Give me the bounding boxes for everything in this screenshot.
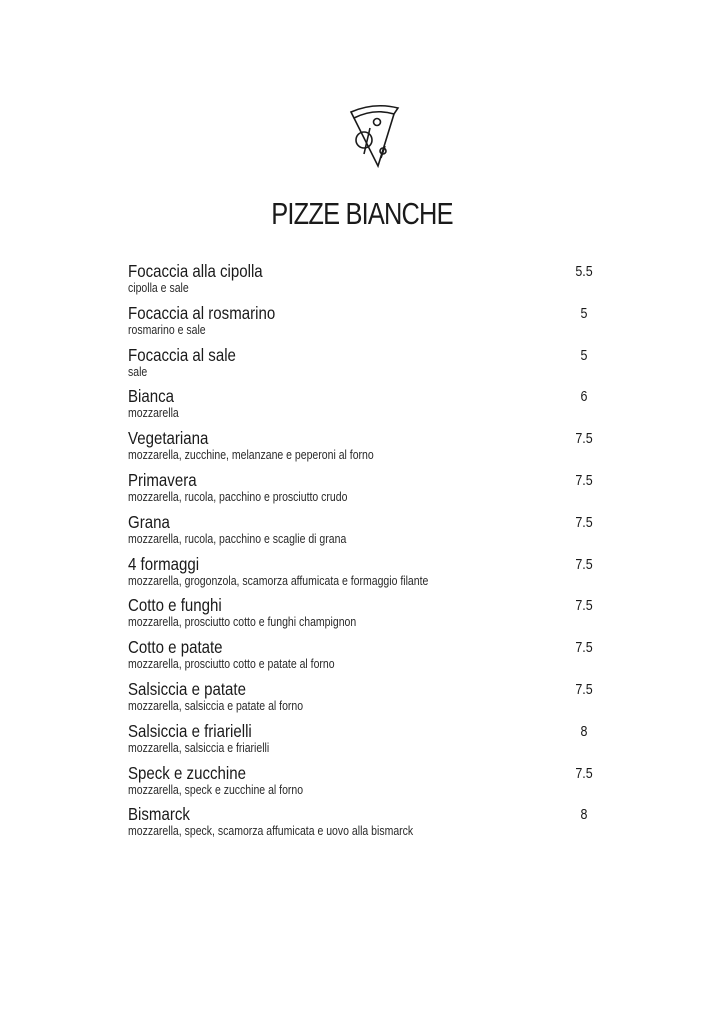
item-price: 8	[580, 807, 588, 824]
item-description: mozzarella, salsiccia e friarielli	[128, 740, 270, 755]
item-name: Focaccia al sale	[128, 344, 236, 365]
item-name: Cotto e patate	[128, 637, 223, 658]
menu-item	[128, 429, 598, 471]
menu-item	[128, 722, 598, 764]
item-price: 6	[580, 389, 588, 406]
item-description: sale	[128, 364, 148, 379]
item-description: rosmarino e sale	[128, 322, 206, 337]
item-price: 5.5	[575, 264, 593, 280]
item-name: Speck e zucchine	[128, 762, 246, 783]
menu-item	[128, 304, 598, 346]
item-name: Grana	[128, 511, 170, 532]
item-name: Vegetariana	[128, 428, 209, 449]
item-description: mozzarella, speck, scamorza affumicata e uovo alla bismarck	[128, 824, 414, 839]
menu-item	[128, 680, 598, 722]
menu-item	[128, 638, 598, 680]
item-description: cipolla e sale	[128, 281, 189, 295]
item-price: 7.5	[575, 472, 593, 489]
menu-item	[128, 555, 598, 597]
item-description: mozzarella, zucchine, melanzane e peperoni al forno	[128, 448, 374, 463]
menu-item	[128, 346, 598, 388]
item-name: Focaccia al rosmarino	[128, 302, 276, 323]
item-description: mozzarella, prosciutto cotto e funghi champignon	[128, 615, 357, 630]
menu-item	[128, 513, 598, 555]
item-name: Salsiccia e patate	[128, 678, 246, 699]
item-description: mozzarella, grogonzola, scamorza affumicata e formaggio filante	[128, 573, 429, 588]
item-name: Focaccia alla cipolla	[128, 261, 263, 281]
page-title: PIZZE BIANCHE	[271, 196, 453, 231]
menu-item	[128, 262, 598, 304]
item-price: 7.5	[575, 514, 593, 531]
item-name: Bianca	[128, 386, 175, 407]
menu-item	[128, 471, 598, 513]
item-name: Primavera	[128, 469, 197, 490]
item-description: mozzarella, rucola, pacchino e scaglie di grana	[128, 531, 347, 546]
item-price: 7.5	[575, 598, 593, 615]
item-price: 5	[580, 347, 588, 364]
item-name: Salsiccia e friarielli	[128, 720, 252, 741]
item-description: mozzarella, rucola, pacchino e prosciutto crudo	[128, 489, 348, 504]
item-price: 8	[580, 723, 588, 740]
menu-item	[128, 387, 598, 429]
menu-item	[128, 764, 598, 806]
item-price: 7.5	[575, 765, 593, 782]
item-description: mozzarella, salsiccia e patate al forno	[128, 698, 304, 713]
menu-list	[128, 262, 598, 847]
item-description: mozzarella	[128, 406, 179, 421]
item-description: mozzarella, speck e zucchine al forno	[128, 782, 304, 797]
item-name: Cotto e funghi	[128, 595, 222, 616]
menu-item	[128, 596, 598, 638]
item-price: 7.5	[575, 640, 593, 657]
menu-item	[128, 805, 598, 847]
item-price: 7.5	[575, 681, 593, 698]
item-name: 4 formaggi	[128, 553, 200, 574]
item-price: 5	[580, 305, 588, 322]
pizza-slice-icon	[348, 102, 402, 168]
item-price: 7.5	[575, 431, 593, 448]
item-name: Bismarck	[128, 804, 190, 825]
item-price: 7.5	[575, 556, 593, 573]
item-description: mozzarella, prosciutto cotto e patate al forno	[128, 657, 335, 672]
